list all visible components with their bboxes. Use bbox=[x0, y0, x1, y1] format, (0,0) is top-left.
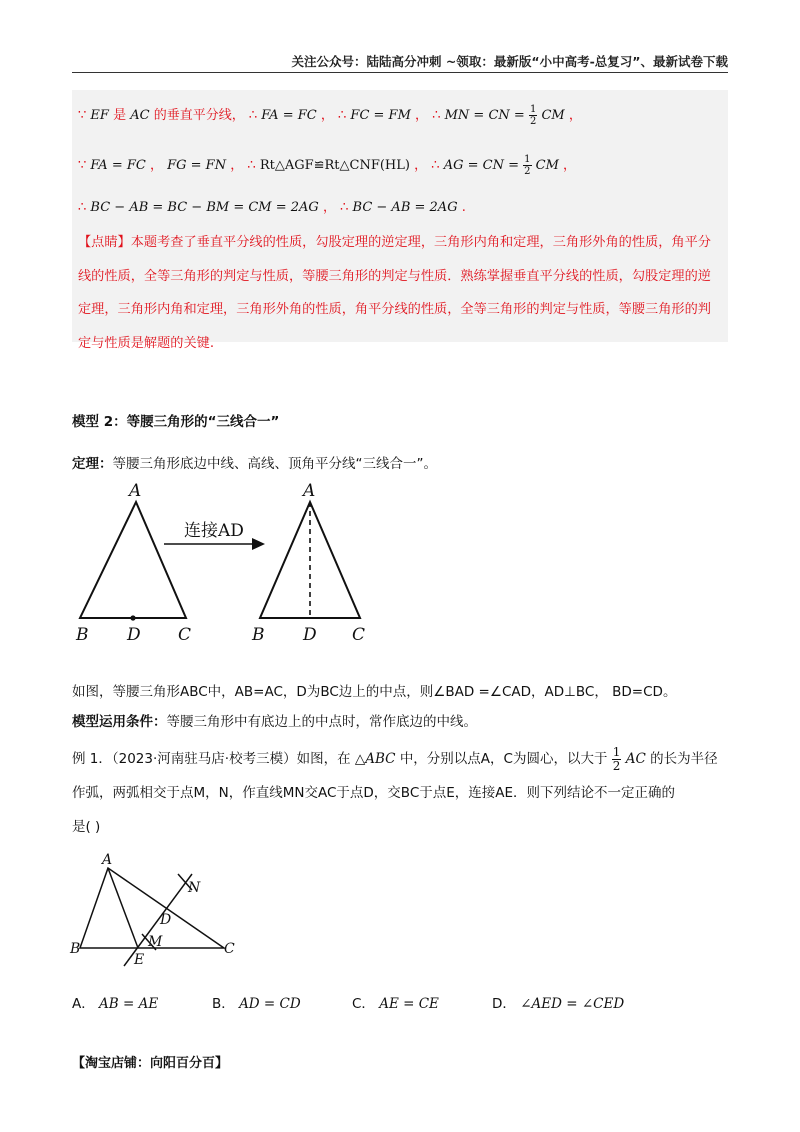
example-line-2: 作弧，两弧相交于点M，N，作直线MN交AC于点D，交BC于点E，连接AE．则下列结论不一定正确的 bbox=[72, 785, 676, 801]
label-left-a: A bbox=[129, 481, 142, 501]
frac-num: 1 bbox=[529, 104, 537, 115]
math-fg-fn: FG = FN bbox=[167, 158, 227, 173]
property-statement: 如图，等腰三角形ABC中，AB=AC，D为BC边上的中点，则∠BAD =∠CAD，AD⊥BC， BD=CD。 bbox=[72, 684, 677, 700]
remark-paragraph: 【点睛】本题考查了垂直平分线的性质，勾股定理的逆定理，三角形内角和定理，三角形外角的性质，角平分线的性质，全等三角形的判定与性质，等腰三角形的判定与性质．熟练掌握垂直平分线的性质，勾股定理的逆定理，三角形内角和定理，三角形外角的性质，角平分线的性质，全等三角形的判定与性质，等腰三角形的判定与性质是解题的关键. bbox=[78, 235, 711, 351]
math-fa-fc: FA = FC bbox=[90, 158, 146, 173]
label-right-c: C bbox=[352, 625, 366, 645]
example-text-b: 中，分别以点A，C为圆心，以大于 bbox=[399, 751, 608, 767]
math-bc-ab-chain: BC − AB = BC − BM = CM = 2AG bbox=[90, 200, 319, 215]
example-intro: 例 1．（2023·河南驻马店·校考三模）如图，在 bbox=[72, 751, 351, 767]
triangle-left bbox=[80, 502, 186, 618]
text-perp-bisector: 的垂直平分线， bbox=[153, 108, 245, 123]
frac-num: 1 bbox=[524, 154, 531, 165]
label-e: E bbox=[134, 952, 145, 968]
example-text-c: 的长为半径 bbox=[650, 751, 718, 767]
math-ac: AC bbox=[625, 751, 646, 767]
frac-den: 2 bbox=[529, 116, 537, 127]
option-b[interactable] bbox=[212, 992, 301, 1012]
option-a-expr: AB = AE bbox=[99, 996, 159, 1012]
because-symbol: ∵ bbox=[78, 158, 87, 173]
period: . bbox=[461, 200, 466, 215]
option-c[interactable] bbox=[352, 992, 439, 1012]
therefore-symbol: ∴ bbox=[247, 158, 256, 173]
therefore-symbol: ∴ bbox=[432, 108, 441, 123]
fraction-half bbox=[612, 746, 622, 773]
midpoint-d-dot bbox=[130, 615, 135, 620]
fraction-half bbox=[529, 104, 537, 127]
math-ag-cn: AG = CN = bbox=[443, 158, 519, 173]
example-line-1 bbox=[72, 742, 728, 776]
label-d: D bbox=[160, 912, 172, 928]
comma: ， bbox=[563, 158, 577, 173]
solution-line-3 bbox=[78, 196, 466, 215]
solution-box bbox=[72, 90, 728, 351]
solution-line-1 bbox=[78, 104, 582, 127]
header-rule bbox=[72, 72, 728, 73]
example-line-3: 是( ) bbox=[72, 819, 101, 835]
option-b-expr: AD = CD bbox=[239, 996, 301, 1012]
math-bc-ab-result: BC − AB = 2AG bbox=[352, 200, 458, 215]
comma: ， bbox=[568, 108, 582, 123]
therefore-symbol: ∴ bbox=[338, 108, 347, 123]
option-c-expr: AE = CE bbox=[379, 996, 439, 1012]
option-d-label: D． bbox=[492, 996, 516, 1012]
comma: ， bbox=[320, 108, 334, 123]
math-ef: EF bbox=[90, 108, 109, 123]
theorem-text: 等腰三角形底边中线、高线、顶角平分线“三线合一”。 bbox=[112, 456, 437, 472]
comma: ， bbox=[230, 158, 244, 173]
page-header: 关注公众号：陆陆高分冲刺 ~领取：最新版“小中高考-总复习”、最新试卷下载 bbox=[291, 54, 728, 69]
arrow-head-icon bbox=[252, 538, 265, 550]
label-left-d: D bbox=[127, 625, 141, 645]
segment-ae bbox=[108, 868, 138, 948]
section-title: 模型 2：等腰三角形的“三线合一” bbox=[72, 414, 280, 430]
frac-num: 1 bbox=[612, 744, 621, 759]
text-is: 是 bbox=[113, 108, 127, 123]
label-right-b: B bbox=[252, 625, 265, 645]
page-footer: 【淘宝店铺：向阳百分百】 bbox=[72, 1056, 229, 1071]
math-cm: CM bbox=[535, 158, 559, 173]
comma: ， bbox=[149, 158, 163, 173]
math-triangle-abc: △ABC bbox=[354, 751, 396, 767]
condition-text: 等腰三角形中有底边上的中点时，常作底边的中线。 bbox=[166, 714, 477, 730]
condition-label: 模型运用条件： bbox=[72, 714, 167, 730]
math-ac: AC bbox=[130, 108, 150, 123]
theorem bbox=[72, 452, 437, 472]
frac-den: 2 bbox=[612, 758, 621, 773]
frac-den: 2 bbox=[524, 166, 531, 177]
math-fa-fc: FA = FC bbox=[261, 108, 317, 123]
option-d-expr: ∠AED = ∠CED bbox=[520, 996, 625, 1012]
math-cm: CM bbox=[541, 108, 565, 123]
comma: ， bbox=[415, 108, 429, 123]
theorem-label: 定理： bbox=[72, 456, 113, 472]
label-left-c: C bbox=[178, 625, 192, 645]
isosceles-triangle-figure bbox=[72, 478, 392, 650]
label-m: M bbox=[148, 934, 163, 950]
model-condition bbox=[72, 710, 477, 730]
option-a-label: A． bbox=[72, 996, 95, 1012]
label-left-b: B bbox=[76, 625, 89, 645]
label-right-a: A bbox=[303, 481, 316, 501]
solution-line-2 bbox=[78, 154, 576, 177]
comma: ， bbox=[414, 158, 428, 173]
therefore-symbol: ∴ bbox=[78, 200, 87, 215]
fraction-half bbox=[523, 154, 531, 177]
label-c: C bbox=[224, 941, 235, 957]
therefore-symbol: ∴ bbox=[431, 158, 440, 173]
arrow-label: 连接AD bbox=[184, 521, 244, 541]
label-b: B bbox=[70, 941, 81, 957]
label-n: N bbox=[188, 880, 201, 896]
option-b-label: B． bbox=[212, 996, 235, 1012]
label-a: A bbox=[102, 852, 113, 868]
label-right-d: D bbox=[303, 625, 317, 645]
math-mn-cn: MN = CN = bbox=[444, 108, 525, 123]
example-figure bbox=[68, 852, 248, 972]
math-congruent: Rt△AGF≌Rt△CNF(HL) bbox=[259, 158, 410, 173]
therefore-symbol: ∴ bbox=[340, 200, 349, 215]
because-symbol: ∵ bbox=[78, 108, 87, 123]
option-a[interactable] bbox=[72, 992, 158, 1012]
math-fc-fm: FC = FM bbox=[350, 108, 411, 123]
option-c-label: C． bbox=[352, 996, 375, 1012]
therefore-symbol: ∴ bbox=[248, 108, 258, 123]
comma: ， bbox=[322, 200, 336, 215]
example-1 bbox=[72, 742, 728, 844]
option-d[interactable] bbox=[492, 992, 624, 1012]
